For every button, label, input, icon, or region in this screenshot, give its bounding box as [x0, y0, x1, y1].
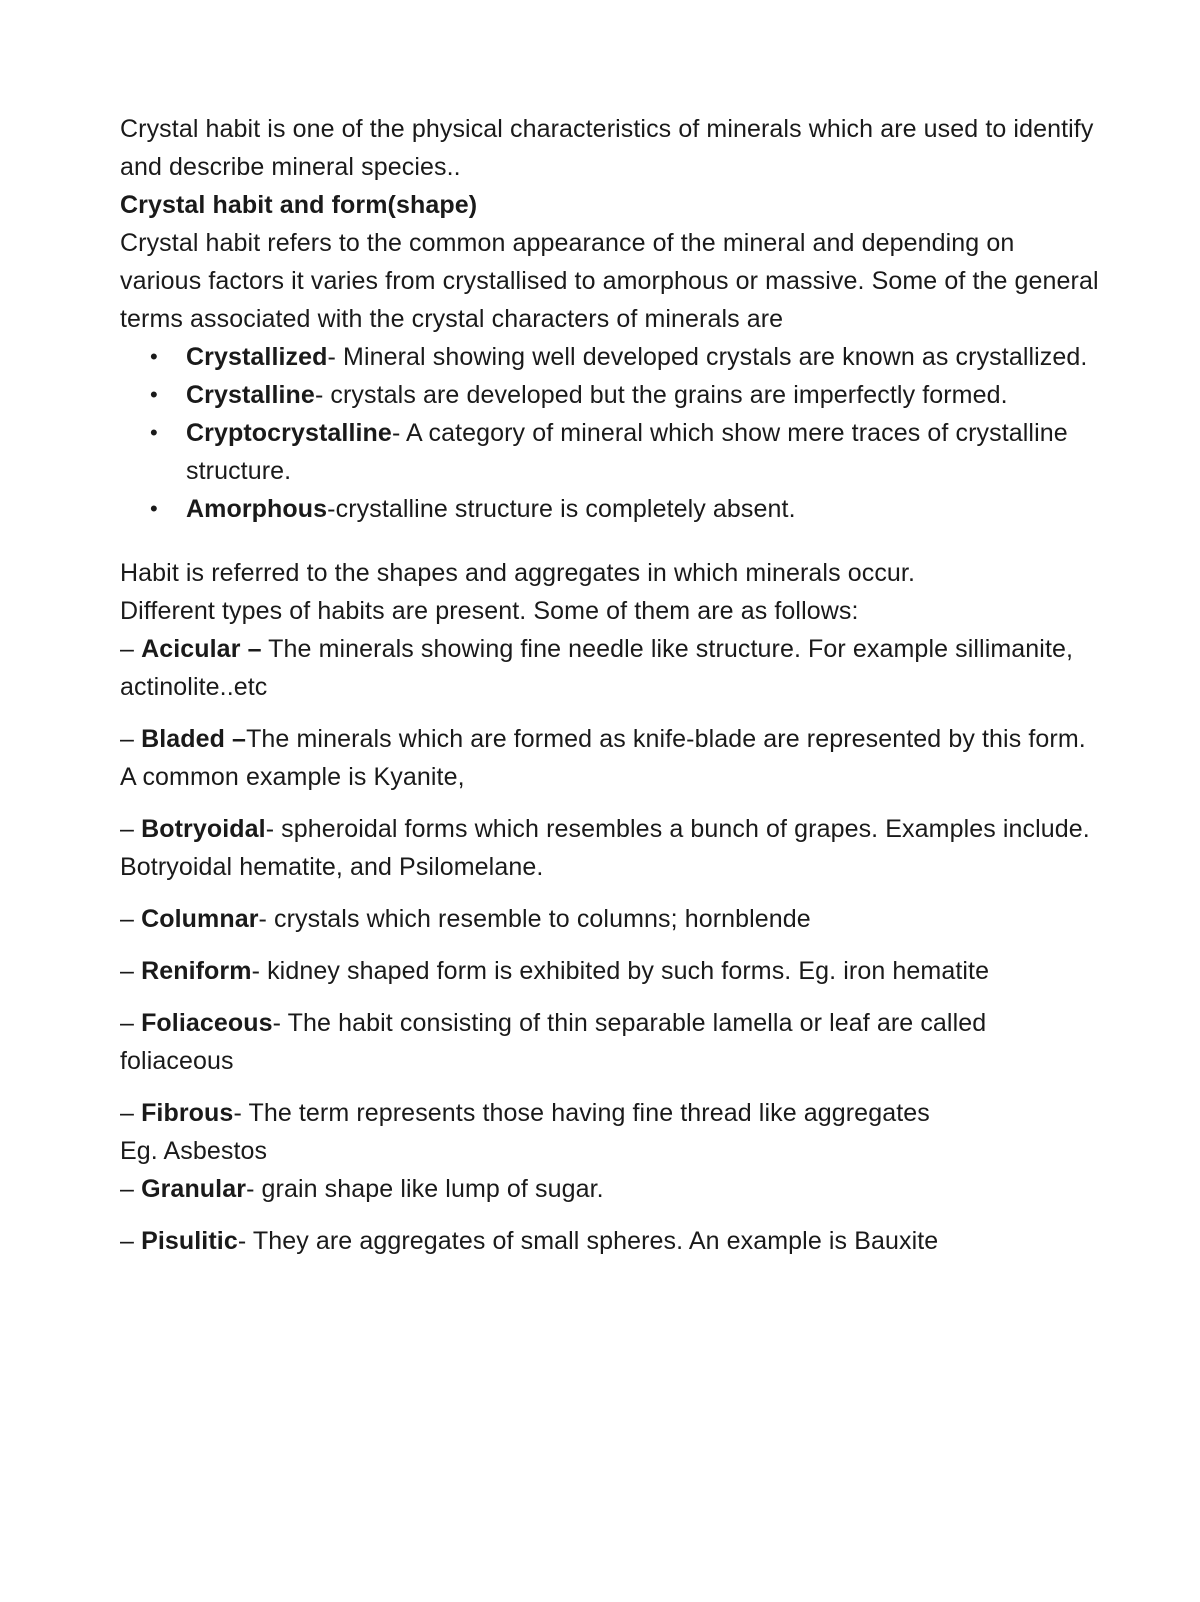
- habit-description: - kidney shaped form is exhibited by such forms. Eg. iron hematite: [251, 957, 990, 985]
- term-label: Crystalline: [186, 381, 315, 409]
- dash-prefix: –: [120, 957, 142, 985]
- habit-description: The minerals which are formed as knife-blade are represented by this form. A common example is Kyanite,: [120, 725, 1086, 791]
- term-description: - crystals are developed but the grains are imperfectly formed.: [314, 381, 1008, 409]
- term-description: - Mineral showing well developed crystals are known as crystallized.: [327, 343, 1088, 371]
- crystal-terms-list: [120, 338, 1100, 528]
- intro-paragraph: Crystal habit is one of the physical characteristics of minerals which are used to identify and describe mineral species..: [120, 115, 1094, 181]
- spacer: [120, 528, 1100, 554]
- habit-intro-line-1: Habit is referred to the shapes and aggregates in which minerals occur.: [120, 559, 916, 587]
- habit-entry-granular: [120, 1170, 1100, 1208]
- document-body: [120, 110, 1100, 1260]
- habit-entry-reniform: [120, 952, 1100, 990]
- list-item: [120, 376, 1100, 414]
- habit-entry-pisulitic: [120, 1222, 1100, 1260]
- section-heading: Crystal habit and form(shape): [120, 191, 478, 219]
- bullet-icon: •: [150, 344, 158, 369]
- habit-term: Foliaceous: [141, 1009, 273, 1037]
- habit-term: Pisulitic: [141, 1227, 238, 1255]
- dash-prefix: –: [120, 1099, 142, 1127]
- habit-description: - spheroidal forms which resembles a bunch of grapes. Examples include. Botryoidal hematite, and Psilomelane.: [120, 815, 1090, 881]
- habit-description: - They are aggregates of small spheres. An example is Bauxite: [237, 1227, 939, 1255]
- habit-term: Bladed –: [141, 725, 247, 753]
- bullet-icon: •: [150, 382, 158, 407]
- dash-prefix: –: [120, 1175, 142, 1203]
- habit-description: Eg. Asbestos: [120, 1137, 268, 1165]
- habit-description: - grain shape like lump of sugar.: [246, 1175, 604, 1203]
- habit-term: Granular: [141, 1175, 247, 1203]
- habit-term: Acicular –: [141, 635, 262, 663]
- habit-entry-fibrous-example: [120, 1132, 1100, 1170]
- habit-entry-bladed: [120, 720, 1100, 796]
- dash-prefix: –: [120, 1009, 142, 1037]
- habit-description: - crystals which resemble to columns; hornblende: [258, 905, 811, 933]
- habit-entry-columnar: [120, 900, 1100, 938]
- list-item: [120, 414, 1100, 490]
- dash-prefix: –: [120, 815, 142, 843]
- term-description: -crystalline structure is completely absent.: [327, 495, 796, 523]
- term-label: Amorphous: [186, 495, 328, 523]
- term-label: Crystallized: [186, 343, 328, 371]
- dash-prefix: –: [120, 725, 142, 753]
- habit-description: The minerals showing fine needle like structure. For example sillimanite, actinolite..etc: [120, 635, 1074, 701]
- dash-prefix: –: [120, 905, 142, 933]
- habit-term: Reniform: [141, 957, 252, 985]
- habit-description: - The term represents those having fine thread like aggregates: [233, 1099, 930, 1127]
- habit-description: - The habit consisting of thin separable lamella or leaf are called foliaceous: [120, 1009, 987, 1075]
- habit-entry-acicular: [120, 630, 1100, 706]
- habit-entry-foliaceous: [120, 1004, 1100, 1080]
- dash-prefix: –: [120, 1227, 142, 1255]
- habit-intro-line-2: Different types of habits are present. Some of them are as follows:: [120, 597, 859, 625]
- habit-term: Columnar: [141, 905, 259, 933]
- habit-term: Botryoidal: [141, 815, 266, 843]
- description-paragraph: Crystal habit refers to the common appearance of the mineral and depending on various factors it varies from crystallised to amorphous or massive. Some of the general terms associated with the crystal characters of minerals are: [120, 229, 1099, 333]
- term-description: - A category of mineral which show mere traces of crystalline structure.: [186, 419, 1068, 485]
- bullet-icon: •: [150, 420, 158, 445]
- bullet-icon: •: [150, 496, 158, 521]
- habit-term: Fibrous: [141, 1099, 234, 1127]
- dash-prefix: –: [120, 635, 142, 663]
- term-label: Cryptocrystalline: [186, 419, 392, 447]
- list-item: [120, 490, 1100, 528]
- habit-entry-fibrous: [120, 1094, 1100, 1132]
- habit-entry-botryoidal: [120, 810, 1100, 886]
- list-item: [120, 338, 1100, 376]
